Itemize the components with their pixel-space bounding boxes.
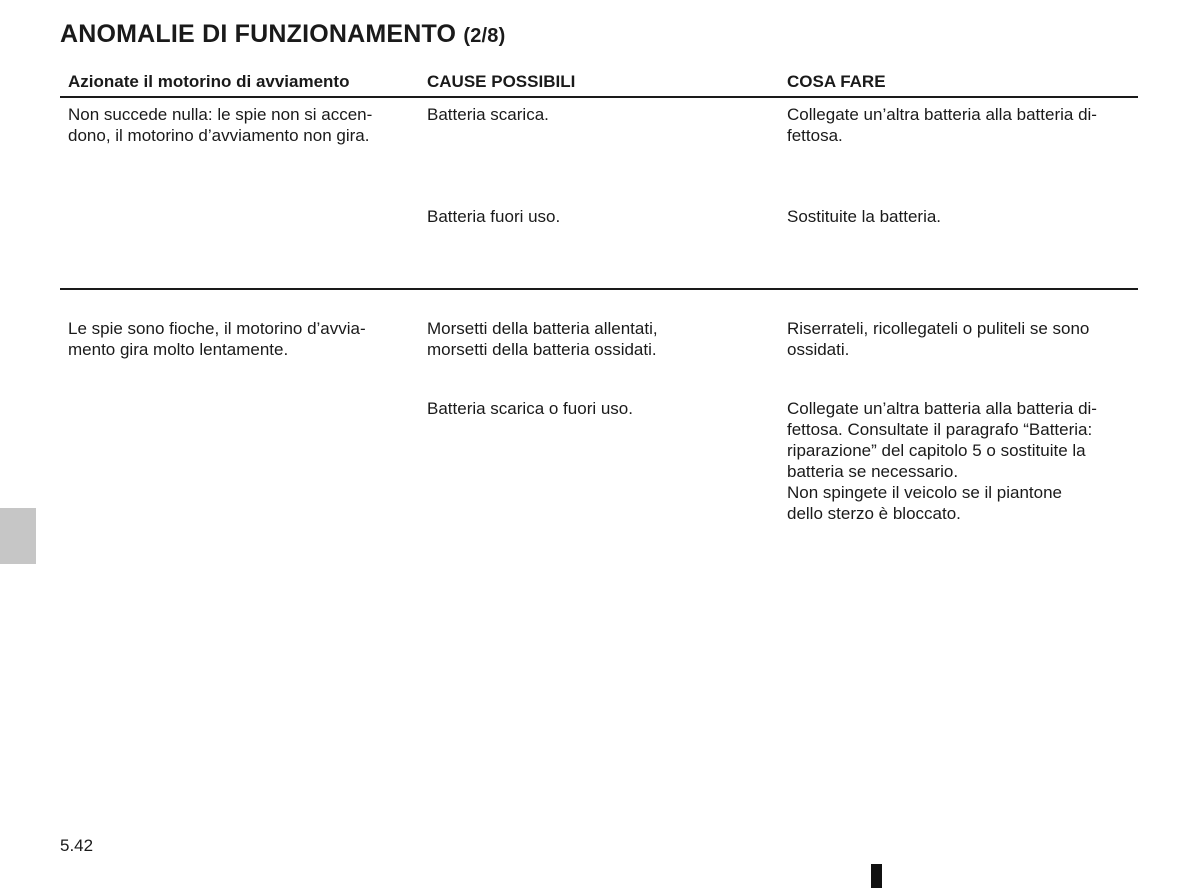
row1-cause-1: Batteria scarica.: [427, 105, 549, 124]
row2-cause-2: Batteria scarica o fuori uso.: [427, 399, 633, 418]
header-action: Azionate il motorino di avviamento: [68, 72, 350, 91]
row2-remedy-2: Collegate un’altra batteria alla batteria di- fettosa. Consultate il paragrafo “Batteria: riparazione” del capitolo 5 o sostituite la batteria se necessario. Non spingete il veicolo se il piantone dello sterzo è bloccato.: [787, 399, 1097, 523]
chapter-side-tab: [0, 508, 36, 564]
troubleshooting-table-header: [60, 70, 1138, 98]
row1-cause-2: Batteria fuori uso.: [427, 207, 561, 226]
row1-remedy-1: Collegate un’altra batteria alla batteria di- fettosa.: [787, 105, 1097, 145]
row1-symptom: Non succede nulla: le spie non si accen- dono, il motorino d’avviamento non gira.: [68, 105, 373, 145]
page-title-main: ANOMALIE DI FUNZIONAMENTO: [60, 20, 457, 48]
header-remedy: COSA FARE: [787, 72, 886, 91]
row2-remedy-1: Riserrateli, ricollegateli o puliteli se sono ossidati.: [787, 319, 1090, 359]
page-title-part-indicator: (2/8): [463, 25, 506, 47]
header-causes: CAUSE POSSIBILI: [427, 72, 576, 91]
row1-remedy-2: Sostituite la batteria.: [787, 207, 942, 226]
page-number: 5.42: [60, 836, 94, 855]
row-divider: [60, 288, 1138, 290]
row2-cause-1: Morsetti della batteria allentati, morsetti della batteria ossidati.: [427, 319, 658, 359]
row2-symptom: Le spie sono fioche, il motorino d’avvia- mento gira molto lentamente.: [68, 319, 366, 359]
page-title: [60, 20, 505, 49]
print-crop-mark: [871, 864, 882, 888]
